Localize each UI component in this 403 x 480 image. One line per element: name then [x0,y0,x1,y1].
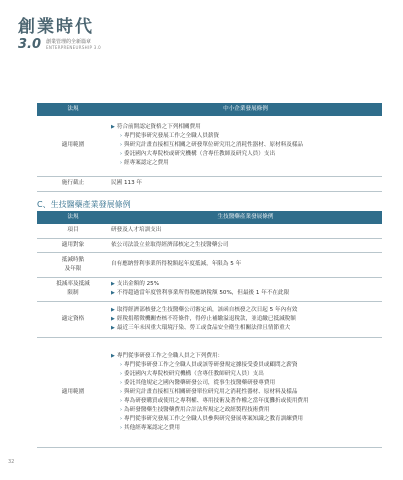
page-number: 32 [8,459,15,465]
row-label: 適用對象 [37,238,109,252]
row-label: 適用範圍 [37,337,109,447]
triangle-bullet-icon: ▶ [111,352,115,359]
header-cell-law: 法規 [37,103,109,116]
sub-list-item: › 委託其他規定之國內醫藥研發公司，從事生技醫藥研發專費用 [120,379,276,386]
row-content: 依公司法設立並取得經濟部核定之生技醫藥公司 [109,238,382,252]
table-header-row [37,103,382,116]
triangle-bullet-icon: ▶ [111,324,115,331]
sub-list-item: › 其他經專案認定之費用 [120,424,180,431]
list-item: ▶ 專門從事研發工作之全職人員之下列費用： [111,352,224,359]
subtitle: 創業管理的全新篇章 [46,39,92,45]
sme-table [37,103,382,192]
row-content [109,301,382,337]
sub-list-item: › 與研究計畫直接相互相關研發單位研究用之消耗性器材、原材料及樣品 [120,388,298,395]
sub-list-item: › 專為研發購買或使用之專利權、專用技術及著作權之當年度攤折或使用費用 [120,397,309,404]
sub-list-item: › 與研究計畫直接相互相關之研發單位研究用之消耗性器材、原材料及樣品 [120,142,304,149]
section-title: C、生技醫藥產業發展條例 [37,200,131,209]
sub-list-item: › 委託國內大專院校或研究機構（含專任教師及研究人員）支出 [120,151,276,158]
row-label: 抵減時點 及年限 [37,252,109,277]
header-cell-act: 中小企業發展條例 [109,103,382,116]
arrow-bullet-icon: › [120,133,122,140]
table-row [37,252,382,277]
table-header-row [37,211,382,224]
row-content [109,277,382,301]
table-row [37,224,382,238]
version-label: 3.0 [18,37,42,52]
arrow-bullet-icon: › [120,370,122,377]
table-row [37,176,382,191]
table-row [37,301,382,337]
row-content [109,116,382,176]
page-title: 創業時代 [18,17,94,37]
list-item: ▶ 支出金額的 25% [111,281,160,287]
table-row [37,277,382,301]
sub-list-item: › 經專案認定之費用 [120,160,169,167]
triangle-bullet-icon: ▶ [111,290,115,296]
list-item: ▶ 符合前開認定資格之下列相關費用 [111,124,201,131]
row-content: 研發及人才培訓支出 [109,224,382,238]
list-item: ▶ 最近三年未因重大環境汙染、勞工或食品安全衛生相關法律且情節重大 [111,324,291,331]
arrow-bullet-icon: › [120,361,122,368]
sub-list-item: › 為研發醫藥生技醫藥費用合計法所規定之政經製程技術費用 [120,406,270,413]
biotech-table [37,211,382,448]
arrow-bullet-icon: › [120,406,122,413]
list-item: ▶ 經稅捐稽徵機關查核不符條件，得停止補繳溢退稅款，並追繳已抵減稅額 [111,315,296,322]
sub-list-item: › 專門從事研發工作之全職人員或該等研發規定據接受委員或顧問之薪資 [120,361,298,368]
row-content: 自有應納營利事業所得稅額起年度抵減，年限為 5 年 [109,252,382,277]
row-label: 抵減率及抵減 限制 [37,277,109,301]
row-label: 適定資格 [37,301,109,337]
arrow-bullet-icon: › [120,142,122,149]
header [18,12,218,56]
list-item: ▶ 不得超過當年度營利事業所得稅應納稅額 50%，但最後 1 年不在此限 [111,290,290,296]
row-label: 項目 [37,224,109,238]
triangle-bullet-icon: ▶ [111,124,115,131]
arrow-bullet-icon: › [120,424,122,431]
arrow-bullet-icon: › [120,151,122,158]
row-content [109,337,382,447]
arrow-bullet-icon: › [120,160,122,167]
arrow-bullet-icon: › [120,379,122,386]
row-label: 施行截止 [37,176,109,191]
table-row [37,337,382,447]
sub-list-item: › 專門從事研究發展工作之全職人員薪資 [120,133,220,140]
arrow-bullet-icon: › [120,397,122,404]
triangle-bullet-icon: ▶ [111,315,115,322]
header-cell-act: 生技醫藥產業發展條例 [109,211,382,224]
row-label: 適用範圍 [37,116,109,176]
table-row [37,238,382,252]
row-content: 民國 113 年 [109,176,382,191]
header-cell-law: 法規 [37,211,109,224]
table-row [37,116,382,176]
sub-list-item: › 委託國內大專院校研究機構（含專任教師研究人員）支出 [120,370,264,377]
list-item: ▶ 取得經濟部核發之生技醫藥公司審定函，該函自核發之次日起 5 年內有效 [111,306,298,313]
triangle-bullet-icon: ▶ [111,281,115,287]
sub-list-item: › 專門從事研究發展工作之全職人員參與研究發展專案知識之教育訓練費用 [120,415,304,422]
arrow-bullet-icon: › [120,415,122,422]
triangle-bullet-icon: ▶ [111,306,115,313]
arrow-bullet-icon: › [120,388,122,395]
subtitle-en: ENTERPRENEURSHIP 3.0 [46,45,101,50]
